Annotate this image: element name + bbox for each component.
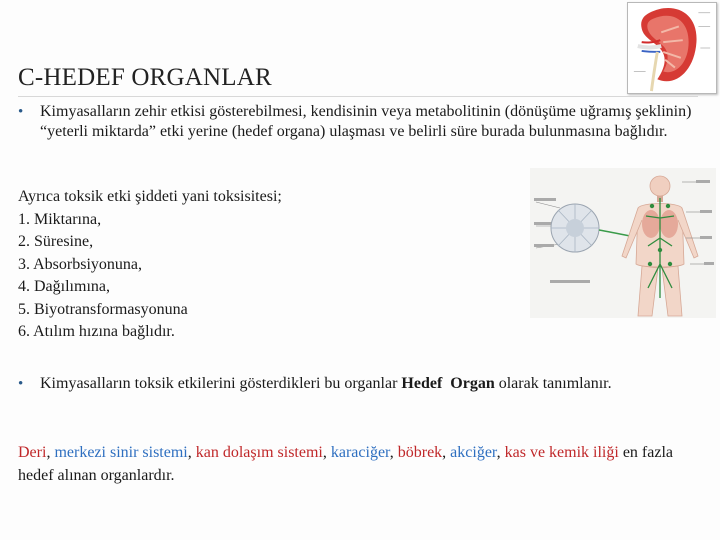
page-title: C-HEDEF ORGANLAR <box>18 64 272 91</box>
bullet-icon: • <box>18 376 24 392</box>
organ-separator: , <box>496 444 505 461</box>
organ-akciger: akciğer <box>450 444 497 461</box>
term-organ: Organ <box>450 375 495 392</box>
bullet-icon: • <box>18 104 24 120</box>
bullet-target-organ-before: Kimyasalların toksik etkilerini gösterdikleri bu organlar <box>40 375 402 392</box>
organ-kas: kas ve <box>504 444 546 461</box>
bullet-toxic-effect <box>18 102 718 142</box>
term-hedef: Hedef <box>401 375 443 392</box>
organ-separator: , <box>46 444 55 461</box>
toxicity-factors <box>18 186 282 344</box>
organ-kan-dolasim-sistemi: kan dolaşım sistemi <box>195 444 323 461</box>
factor-item-5: 5. Biyotransformasyonuna <box>18 300 188 318</box>
kidney-diagram-image <box>627 2 717 94</box>
factors-intro: Ayrıca toksik etki şiddeti yani toksisitesi; <box>18 188 282 205</box>
organ-separator: , <box>442 444 451 461</box>
organ-bobrek: böbrek <box>397 444 443 461</box>
organ-kemik-iligi: kemik iliği <box>549 444 619 461</box>
factor-item-6: 6. Atılım hızına bağlıdır. <box>18 323 175 340</box>
organs-tail: en fazla hedef alınan organlardır. <box>18 444 674 484</box>
factor-item-3: 3. Absorbsiyonuna, <box>18 255 142 273</box>
organ-separator: , <box>187 444 196 461</box>
organ-karaciger: karaciğer <box>330 444 390 461</box>
organ-deri: Deri <box>18 444 47 461</box>
organ-separator: , <box>389 444 398 461</box>
lymphatic-body-icon <box>530 168 716 318</box>
organ-separator: , <box>322 444 331 461</box>
title-divider <box>18 96 698 97</box>
factor-item-2: 2. Süresine, <box>18 233 94 250</box>
factor-item-4: 4. Dağılımına, <box>18 278 110 295</box>
organ-merkezi-sinir-sistemi: merkezi sinir sistemi <box>54 444 188 461</box>
target-organs-list <box>18 441 708 487</box>
bullet-target-organ-after: olarak tanımlanır. <box>494 375 612 392</box>
kidney-icon <box>628 3 716 93</box>
lymphatic-diagram-image <box>530 168 716 318</box>
factor-item-1: 1. Miktarına, <box>18 210 102 228</box>
bullet-toxic-effect-text: Kimyasalların zehir etkisi gösterebilmesi, kendisinin veya metabolitinin (dönüşüme uğramış şeklinin) “yeterli miktarda” etki yerine (hedef organa) ulaşması ve belirli süre burada bulunmasına bağlıdır. <box>40 103 692 140</box>
bullet-target-organ <box>18 374 698 394</box>
